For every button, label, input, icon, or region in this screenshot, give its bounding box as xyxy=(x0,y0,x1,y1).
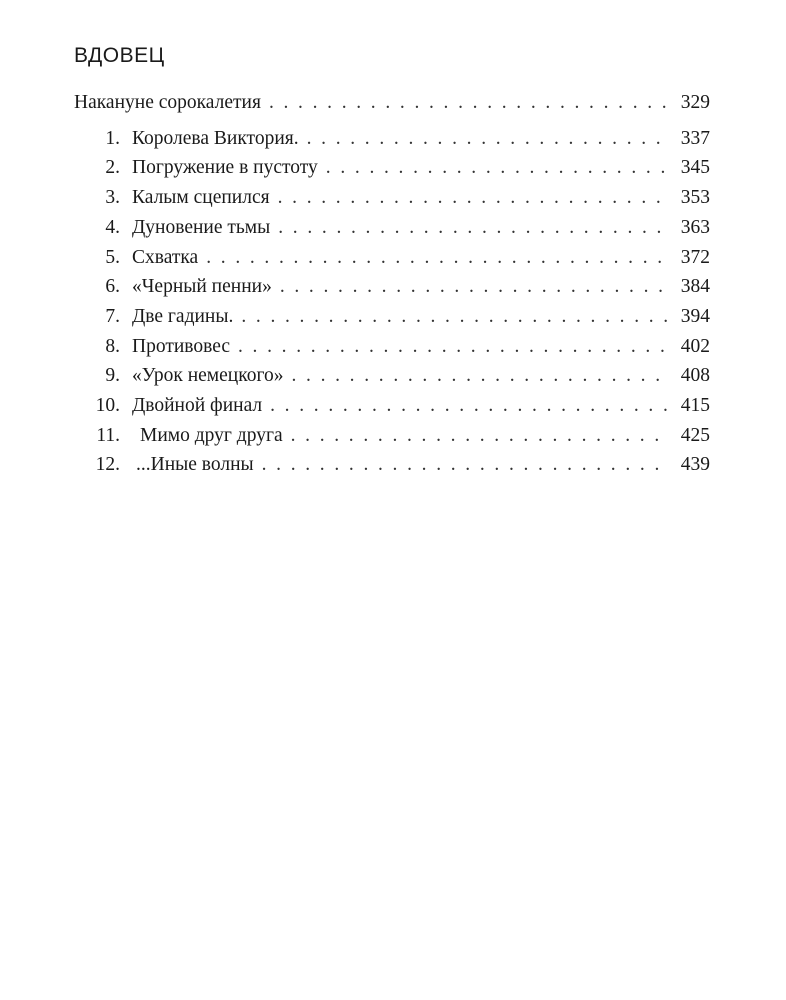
toc-entry[interactable] xyxy=(74,302,710,332)
toc-entry-number: 8. xyxy=(105,335,120,357)
toc-entry-page: 402 xyxy=(680,335,710,357)
toc-entry-page: 345 xyxy=(680,157,710,179)
toc-entry-page: 372 xyxy=(680,246,710,268)
toc-entry[interactable] xyxy=(74,243,710,273)
toc-entry-title: Королева Виктория. xyxy=(132,127,299,149)
toc-entry-page: 329 xyxy=(680,92,710,113)
toc-entry-page: 337 xyxy=(680,127,710,149)
toc-entry[interactable] xyxy=(74,421,710,451)
toc-entry-page: 439 xyxy=(680,454,710,476)
toc-entry[interactable] xyxy=(74,213,710,243)
toc-entry-number: 6. xyxy=(105,276,120,298)
toc-entry-number: 4. xyxy=(105,216,120,238)
dot-leader xyxy=(291,421,668,451)
toc-entry-title: Мимо друг друга xyxy=(140,424,283,446)
toc-entry-page: 415 xyxy=(680,395,710,417)
toc-entry-title: Накануне сорокалетия xyxy=(74,92,261,113)
toc-entry[interactable] xyxy=(74,183,710,213)
dot-leader xyxy=(278,183,668,213)
toc-entry-page: 353 xyxy=(680,187,710,209)
toc-entry-number: 12. xyxy=(95,454,120,476)
toc-entry-number: 7. xyxy=(105,305,120,327)
toc-entry-title: «Урок немецкого» xyxy=(132,365,284,387)
toc-entry[interactable] xyxy=(74,332,710,362)
toc-entry[interactable] xyxy=(74,450,710,480)
toc-entry-number: 1. xyxy=(105,127,120,149)
toc-entry-title: ...Иные волны xyxy=(136,454,254,476)
toc-entry-page: 384 xyxy=(680,276,710,298)
toc-entry-number: 11. xyxy=(96,424,120,446)
toc-entry-title: Две гадины. xyxy=(132,305,234,327)
toc-entry-title: Противовес xyxy=(132,335,230,357)
part-title: ВДОВЕЦ xyxy=(74,44,165,67)
toc-entry[interactable] xyxy=(74,272,710,302)
toc-entry[interactable] xyxy=(74,153,710,183)
dot-leader xyxy=(270,391,668,421)
toc-entry-page: 408 xyxy=(680,365,710,387)
dot-leader xyxy=(269,88,668,118)
toc-entry-number: 5. xyxy=(105,246,120,268)
table-of-contents xyxy=(74,88,710,480)
dot-leader xyxy=(280,272,668,302)
dot-leader xyxy=(307,124,668,154)
toc-entry-title: Калым сцепился xyxy=(132,187,270,209)
toc-entry[interactable] xyxy=(74,391,710,421)
toc-entry-number: 3. xyxy=(105,187,120,209)
toc-entry-page: 394 xyxy=(680,305,710,327)
dot-leader xyxy=(326,153,668,183)
toc-entry-number: 9. xyxy=(105,365,120,387)
toc-entry-title: Погружение в пустоту xyxy=(132,157,318,179)
toc-entry-title: Двойной финал xyxy=(132,395,263,417)
toc-entry-number: 10. xyxy=(95,395,120,417)
dot-leader xyxy=(262,450,668,480)
dot-leader xyxy=(291,361,668,391)
toc-entry-title: Дуновение тьмы xyxy=(132,216,271,238)
toc-entry-number: 2. xyxy=(105,157,120,179)
dot-leader xyxy=(278,213,668,243)
toc-entry-page: 363 xyxy=(680,216,710,238)
dot-leader xyxy=(238,332,668,362)
toc-entry[interactable] xyxy=(74,124,710,154)
toc-entry[interactable] xyxy=(74,361,710,391)
toc-entry-page: 425 xyxy=(680,424,710,446)
dot-leader xyxy=(241,302,668,332)
toc-entry-title: «Черный пенни» xyxy=(132,276,272,298)
toc-entry-title: Схватка xyxy=(132,246,199,268)
toc-entry-preface[interactable] xyxy=(74,88,710,118)
dot-leader xyxy=(206,243,668,273)
